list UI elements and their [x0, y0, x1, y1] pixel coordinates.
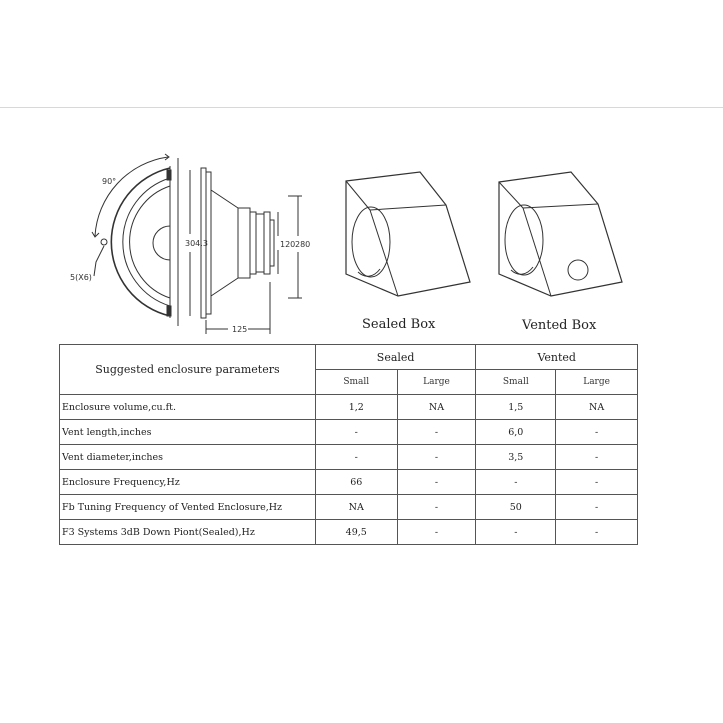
- table-row: [60, 395, 638, 420]
- cell-sealed-large: -: [397, 420, 476, 445]
- cell-sealed-small: NA: [315, 495, 397, 520]
- magnet-diameter-label: 120: [280, 240, 296, 249]
- cell-sealed-small: 1,2: [315, 395, 397, 420]
- row-label: Fb Tuning Frequency of Vented Enclosure,Hz: [60, 495, 316, 520]
- screw-label: 5(X6): [70, 273, 92, 282]
- cell-sealed-large: -: [397, 470, 476, 495]
- vented-box-drawing: [499, 172, 622, 296]
- sealed-box-caption: Sealed Box: [362, 317, 436, 332]
- cell-vented-large: -: [556, 445, 638, 470]
- table-row: [60, 495, 638, 520]
- subheader-sealed-large: Large: [397, 370, 476, 395]
- cell-vented-small: -: [476, 470, 556, 495]
- cell-sealed-small: -: [315, 420, 397, 445]
- cell-vented-small: 6,0: [476, 420, 556, 445]
- row-label: Vent diameter,inches: [60, 445, 316, 470]
- sealed-box-drawing: [346, 172, 470, 296]
- row-label: Enclosure volume,cu.ft.: [60, 395, 316, 420]
- cell-sealed-large: -: [397, 520, 476, 545]
- cell-vented-small: 1,5: [476, 395, 556, 420]
- cell-sealed-small: -: [315, 445, 397, 470]
- cell-sealed-large: -: [397, 495, 476, 520]
- cell-vented-small: -: [476, 520, 556, 545]
- vented-box-caption: Vented Box: [522, 318, 597, 333]
- cell-vented-large: -: [556, 470, 638, 495]
- cell-vented-large: NA: [556, 395, 638, 420]
- speaker-side-profile: [190, 168, 302, 334]
- table-row: [60, 445, 638, 470]
- cell-vented-large: -: [556, 495, 638, 520]
- cell-vented-small: 3,5: [476, 445, 556, 470]
- table-row: [60, 520, 638, 545]
- table-row: [60, 420, 638, 445]
- group-header-sealed: Sealed: [315, 345, 476, 370]
- angle-label: 90°: [102, 177, 117, 186]
- diameter-label: 304.3: [185, 239, 208, 248]
- row-label: F3 Systems 3dB Down Piont(Sealed),Hz: [60, 520, 316, 545]
- cell-sealed-large: -: [397, 445, 476, 470]
- table-row: [60, 470, 638, 495]
- overall-label: 280: [295, 240, 311, 249]
- row-label: Enclosure Frequency,Hz: [60, 470, 316, 495]
- subheader-vented-small: Small: [476, 370, 556, 395]
- cell-vented-small: 50: [476, 495, 556, 520]
- cell-vented-large: -: [556, 520, 638, 545]
- speaker-and-box-diagrams: [0, 0, 723, 345]
- cell-sealed-large: NA: [397, 395, 476, 420]
- cell-sealed-small: 49,5: [315, 520, 397, 545]
- subheader-vented-large: Large: [556, 370, 638, 395]
- subheader-sealed-small: Small: [315, 370, 397, 395]
- depth-label: 125: [232, 325, 248, 334]
- group-header-vented: Vented: [476, 345, 638, 370]
- table-title: Suggested enclosure parameters: [60, 345, 316, 395]
- cell-vented-large: -: [556, 420, 638, 445]
- table-header-row: [60, 345, 638, 370]
- enclosure-parameters-table: [59, 344, 638, 545]
- row-label: Vent length,inches: [60, 420, 316, 445]
- cell-sealed-small: 66: [315, 470, 397, 495]
- technical-drawing: [0, 0, 723, 345]
